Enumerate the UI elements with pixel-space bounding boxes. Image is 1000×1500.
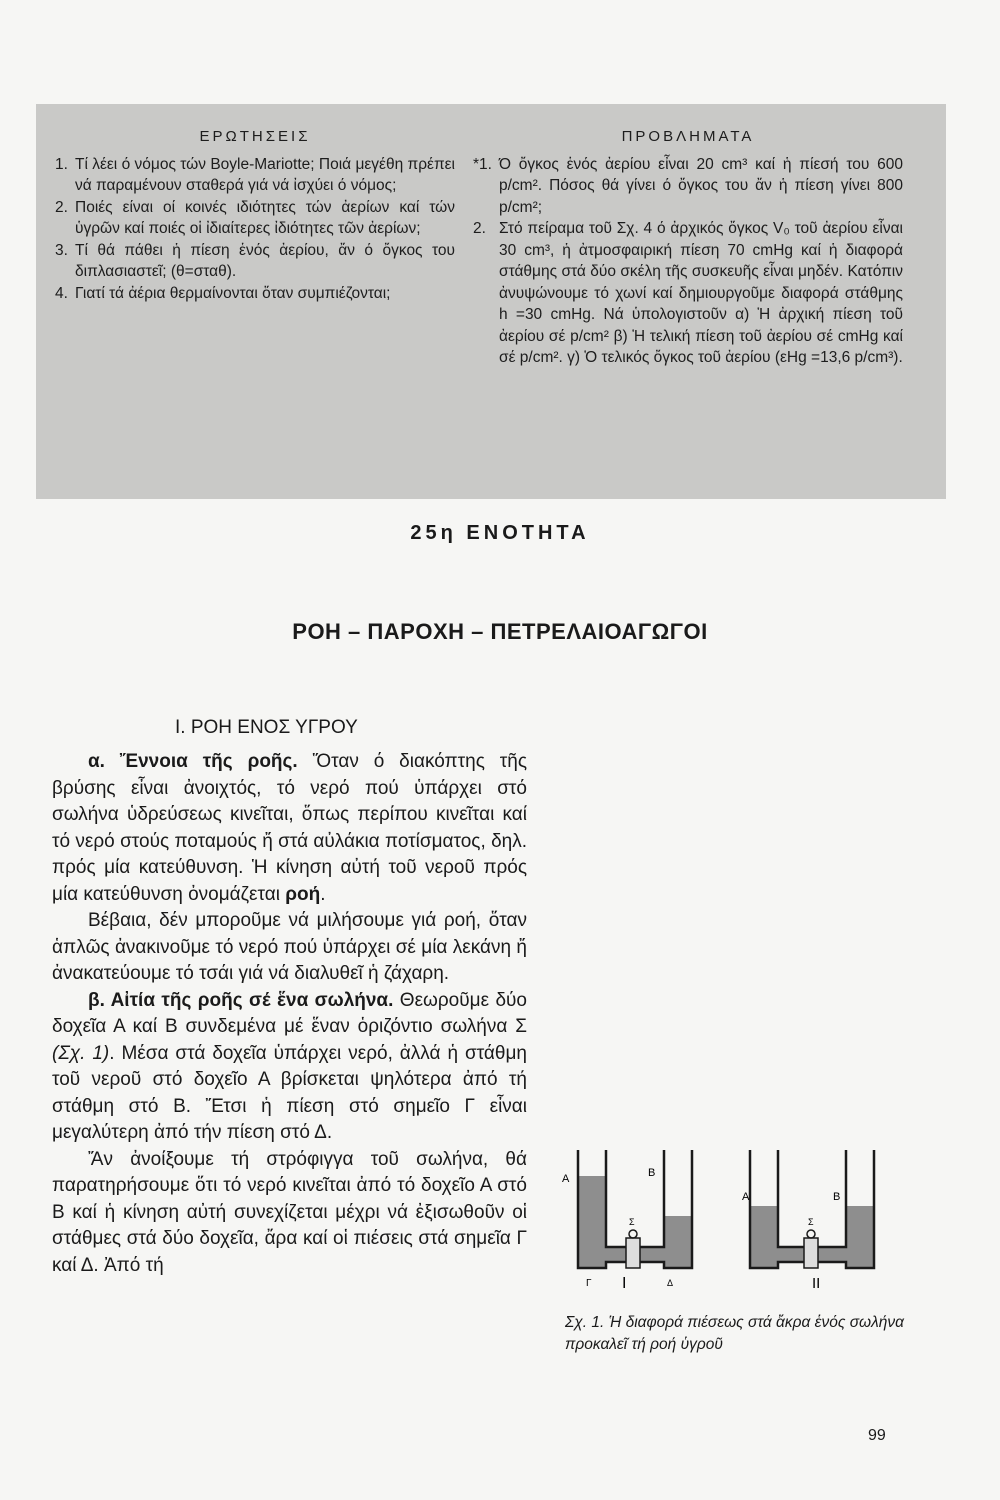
problems-column xyxy=(473,126,903,369)
question-number: 3. xyxy=(55,241,68,259)
label-a: Α xyxy=(562,1173,570,1185)
unit-title: 25η ΕΝΟΤΗΤΑ xyxy=(410,522,590,544)
question-text: Ποιές είναι οί κοινές ιδιότητες τών ἀερίων καί τών ὑγρῶν καί ποιές οἱ ἰδιαίτερες ἰδιότητες τῶν ἀερίων; xyxy=(75,198,455,237)
label-b: Β xyxy=(648,1167,656,1179)
label-roman-one: Ι xyxy=(622,1275,627,1292)
question-text: Τί λέει ό νόμος τών Boyle-Mariotte; Ποιά μεγέθη πρέπει νά παραμένουν σταθερά γιά νά ἰσχύει ό νόμος; xyxy=(75,155,455,194)
term-bold: ροή xyxy=(285,883,321,905)
figure-caption: Σχ. 1. Ἡ διαφορά πιέσεως στά ἄκρα ἑνός σωλήνα προκαλεῖ τή ροή ὑγροῦ xyxy=(565,1314,904,1353)
figure-reference: (Σχ. 1) xyxy=(52,1042,110,1064)
question-item xyxy=(55,240,455,283)
label-roman-two: ΙΙ xyxy=(812,1275,821,1292)
questions-column xyxy=(55,126,455,304)
problems-heading: ΠΡΟΒΛΗΜΑΤΑ xyxy=(621,128,755,145)
vessels-figure xyxy=(550,1150,920,1298)
paragraph-text: . xyxy=(320,883,326,905)
setup-one xyxy=(562,1150,692,1292)
subheading: β. Αἰτία τῆς ροῆς σέ ἕνα σωλήνα. xyxy=(88,989,394,1011)
paragraph: Ἄν ἀνοίξουμε τή στρόφιγγα τοῦ σωλήνα, θά παρατηρήσουμε ὅτι τό νερό κινεῖται ἀπό τό δοχεῖο Α στό Β καί ἡ κίνηση αὐτή συνεχίζεται μέχρι νά ἐξισωθοῦν οἱ στάθμες στά δύο δοχεῖα, ἄρα καί οἱ πιέσεις στά σημεῖα Γ καί Δ. Ἀπό τή xyxy=(52,1148,527,1276)
setup-two xyxy=(742,1150,874,1292)
problem-number: 2. xyxy=(473,220,486,237)
label-sigma: Σ xyxy=(808,1217,814,1227)
paragraph xyxy=(52,988,527,1147)
questions-heading: ΕΡΩΤΗΣΕΙΣ xyxy=(199,128,311,145)
chapter-title: ΡΟΗ – ΠΑΡΟΧΗ – ΠΕΤΡΕΛΑΙΟΑΓΩΓΟΙ xyxy=(292,619,708,644)
paragraph-text: Θεωροῦμε δύο δοχεῖα Α καί Β συνδεμένα μέ ἕναν ὁριζόντιο σωλήνα Σ xyxy=(52,989,527,1037)
question-number: 1. xyxy=(55,155,68,173)
section-heading: Ι. ΡΟΗ ΕΝΟΣ ΥΓΡΟΥ xyxy=(175,717,358,738)
question-number: 2. xyxy=(55,198,68,216)
question-text: Γιατί τά ἀέρια θερμαίνονται ὅταν συμπιέζονται; xyxy=(75,284,391,302)
question-item xyxy=(55,283,455,305)
page-number: 99 xyxy=(868,1427,886,1444)
paragraph xyxy=(52,749,527,908)
body-text xyxy=(52,749,527,1279)
question-number: 4. xyxy=(55,284,68,302)
question-item xyxy=(55,197,455,240)
problem-item xyxy=(473,154,903,219)
label-a: Α xyxy=(742,1191,750,1203)
problem-text: Στό πείραμα τοῦ Σχ. 4 ό ἀρχικός ὄγκος V₀ τοῦ ἀερίου εἶναι 30 cm³, ἡ ἀτμοσφαιρική πίεση 70 cmHg καί ἡ διαφορά στάθμης στά δύο σκέλη τῆς συσκευῆς εἶναι μηδέν. Κατόπιν ἀνυψώνουμε τό χωνί καί δημιουργοῦμε διαφορά στάθμης h =30 cmHg. Νά ὑπολογιστοῦν α) Ἡ ἀρχική πίεση τοῦ ἀερίου σέ p/cm² β) Ἡ τελική πίεση τοῦ ἀερίου σέ cmHg καί σέ p/cm². γ) Ὁ τελικός ὄγκος τοῦ ἀερίου (εHg =13,6 p/cm³). xyxy=(499,220,903,366)
label-gamma: Γ xyxy=(586,1278,592,1289)
problem-text: Ό ὄγκος ἑνός ἀερίου εἶναι 20 cm³ καί ἡ πίεσή του 600 p/cm². Πόσος θά γίνει ό ὄγκος του ἄν ἡ πίεση γίνει 800 p/cm²; xyxy=(499,155,903,216)
paragraph-text: Ὅταν ό διακόπτης τῆς βρύσης εἶναι ἀνοιχτός, τό νερό πού ὑπάρχει στό σωλήνα ὑδρεύσεως κινεῖται, ὅπως περίπου κινεῖται καί τό νερό στούς ποταμούς ἤ στά αὐλάκια ποτίσματος, δηλ. πρός μία κατεύθυνση. Ἡ κίνηση αὐτή τοῦ νεροῦ πρός μία κατεύθυνση ὀνομάζεται xyxy=(52,751,528,905)
subheading: α. Ἔννοια τῆς ροῆς. xyxy=(88,751,298,772)
question-item xyxy=(55,154,455,197)
label-b: Β xyxy=(833,1191,841,1203)
label-sigma: Σ xyxy=(629,1217,635,1227)
paragraph-text: . Μέσα στά δοχεῖα ὑπάρχει νερό, ἀλλά ἡ στάθμη τοῦ νεροῦ στό δοχεῖο Α βρίσκεται ψηλότερα ἀπό τή στάθμη στό Β. Ἔτσι ἡ πίεση στό σημεῖο Γ εἶναι μεγαλύτερη ἀπό τήν πίεση στό Δ. xyxy=(52,1042,527,1143)
label-delta: Δ xyxy=(667,1278,674,1288)
problem-item xyxy=(473,218,903,369)
problem-number: *1. xyxy=(473,155,492,173)
question-text: Τί θά πάθει ἡ πίεση ἑνός ἀερίου, ἄν ό ὄγκος του διπλασιαστεῖ; (θ=σταθ). xyxy=(75,241,455,280)
paragraph: Βέβαια, δέν μποροῦμε νά μιλήσουμε γιά ροή, ὅταν ἁπλῶς ἀνακινοῦμε τό νερό πού ὑπάρχει σέ μία λεκάνη ἤ ἀνακατεύουμε τό τσάι γιά νά διαλυθεῖ ἡ ζάχαρη. xyxy=(52,910,527,984)
